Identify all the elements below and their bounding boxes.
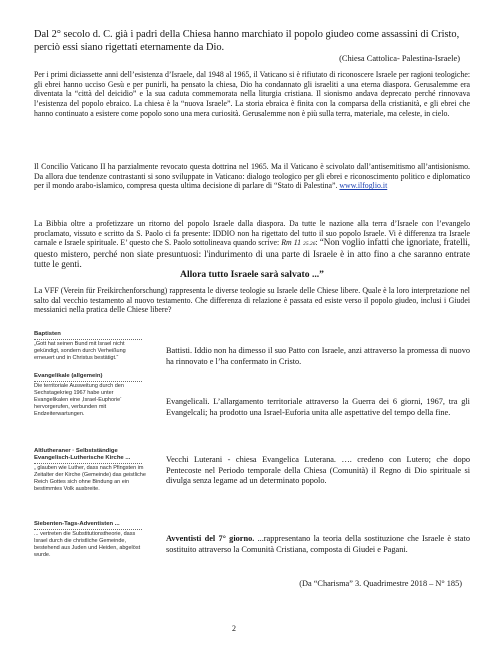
bible-quote: “Non voglio infatti che ignoriate, fratelli, questo mistero, perché non siate presuntuosi: l'indurimento di una parte di Israele è in atto fino a che saranno entrate tutte le genti. <box>34 237 471 269</box>
sidebar-heading: Baptisten <box>34 331 61 337</box>
paragraph-vatican-council-text: Il Concilio Vaticano II ha parzialmente revocato questa dottrina nel 1965. Ma il Vaticano è scivolato dall’antisemitismo all’antisionismo. Da allora due tendenze contrastanti si sono sviluppate in Vaticano: dialogo teologico per gli ebrei e riconoscimento politico e diplomatico per il mondo arabo-islamico, compresa questa ultima decisione di parlare di “Stato di Palestina”. <box>34 162 470 191</box>
sidebar-box-evangelikale <box>34 373 146 417</box>
sidebar-box-adventisten <box>34 521 146 559</box>
sidebar-box-baptisten <box>34 331 146 362</box>
colon: : <box>315 238 318 248</box>
bible-quote-conclusion: Allora tutto Israele sarà salvato ...” <box>180 268 324 280</box>
sidebar-divider <box>34 381 142 382</box>
sidebar-divider <box>34 463 142 464</box>
paragraph-vatican-council <box>34 162 470 191</box>
sidebar-heading: Altlutheraner · Selbstständige Evangelisch-Lutherische Kirche ... <box>34 448 131 461</box>
sidebar-heading: Evangelikale (allgemein) <box>34 373 103 379</box>
right-heading-avventisti: Avventisti del 7° giorno. <box>166 534 255 544</box>
paragraph-bible-text: La Bibbia oltre a profetizzare un ritorno del popolo Israele dalla diaspora. Da tutte le nazione alla terra d’Israele con l’evangelo proclamato, vissuto e scritto da S. Paolo ci fa presente: IDDIO non ha rigettato del tutto il suo popolo Israele. Vi è differenza tra Israele carnale e Israele spirituale. E’ questo che S. Paolo sottolineava quando scrive: <box>34 219 470 248</box>
paragraph-bible <box>34 219 470 279</box>
right-body-avventisti: ...rappresentano la teoria della sostituzione che Israele è stato sostituito attraverso la Comunità Cristiana, composta di Giudei e Pagani. <box>166 534 470 554</box>
right-text-evangelicali: Evangelicali. L’allargamento territoriale attraverso la Guerra dei 6 giorni, 1967, tra gli Evangelcali; ha prodotto una Israel-Euforia unita alle aspettative del tempo della fine. <box>166 397 470 417</box>
sidebar-heading: Siebenten-Tags-Adventisten ... <box>34 521 120 527</box>
source-credit: (Da “Charisma” 3. Quadrimestre 2018 – N° 185) <box>299 579 462 588</box>
paragraph-vff: La VFF (Verein für Freikirchenforschung) rappresenta le diverse teologie su Israele delle Chiese libere. Quale è la loro interpretazione nel salto dal vecchio testamento al nuovo testamento. Che differenza di relazione è passata ed esiste verso il popolo giudeo, inclusi i Giudei messianici nella pratica delle Chiese libere? <box>34 286 470 315</box>
right-text-vecchi-luterani: Vecchi Luterani - chiesa Evangelica Luterana. …. credeno con Lutero; che dopo Pentecoste nel Periodo temporale della Chiesa (Comunità) il Regno di Dio spirituale si divulga senza legame ad un determinato popolo. <box>166 455 470 486</box>
right-text-avventisti <box>166 534 470 555</box>
sidebar-divider <box>34 339 142 340</box>
sidebar-divider <box>34 529 142 530</box>
sidebar-body: „Gott hat seinen Bund mit Israel nicht gekündigt, sondern durch Verheißung erneuert und in Christus bestätigt.“ <box>34 340 126 361</box>
sidebar-body: „ glauben wie Luther, dass nach Pfingsten im Zeitalter der Kirche (Gemeinde) das geistliche Reich Gottes sich ohne Bindung an ein bestimmtes Volk ausbreite. <box>34 464 146 492</box>
page-number: 2 <box>232 624 236 633</box>
paragraph-vatican-history: Per i primi diciassette anni dell’esistenza d’Israele, dal 1948 al 1965, il Vaticano si è rifiutato di riconoscere Israele per ragioni teologiche: gli ebrei hanno ucciso Gesù e per punirli, ha pensato la chiesa, Dio ha condannato gli israeliti a una eterna diaspora. Gerusalemme era diventata la “città del deicidio” e la sua caduta commemorata nella liturgia cristiana. Il sionismo andava deprecato perché rinnovava l’esistenza del popolo ebraico. La chiesa è la “nuova Israele”. La storia ebraica è finita con la comparsa della cristianità, e gli ebrei che hanno continuato a esistere come popolo sono una mera curiosità. Gerusalemme non è più sulla terra, materiale, ma celeste, in cielo. <box>34 70 470 118</box>
lead-statement: Dal 2° secolo d. C. già i padri della Chiesa hanno marchiato il popolo giudeo come assassini di Cristo, perciò essi siano rigettati eternamente da Dio. <box>34 29 460 53</box>
sidebar-body: ... vertreten die Substitutionstheorie, dass Israel durch die christliche Gemeinde, bestehend aus Juden und Heiden, abgelöst wurde. <box>34 530 141 558</box>
source-line: (Chiesa Cattolica- Palestina-Israele) <box>339 54 460 63</box>
sidebar-box-altlutheraner <box>34 448 146 492</box>
bible-reference: Rm 11 <box>281 238 302 248</box>
bible-verse: 25.26 <box>303 241 316 248</box>
source-link[interactable]: www.ilfoglio.it <box>339 181 388 191</box>
sidebar-body: Die territoriale Ausweitung durch den Sechstagekrieg 1967 habe unter Evangelikalen eine ‚Israel-Euphorie‘ hervorgerufen, verbunden mit Endzeiterwartungen. <box>34 382 124 417</box>
right-text-battisti: Battisti. Iddio non ha dimesso il suo Patto con Israele, anzi attraverso la promessa di nuovo ha rinnovato e l’ha confermato in Cristo. <box>166 346 470 366</box>
